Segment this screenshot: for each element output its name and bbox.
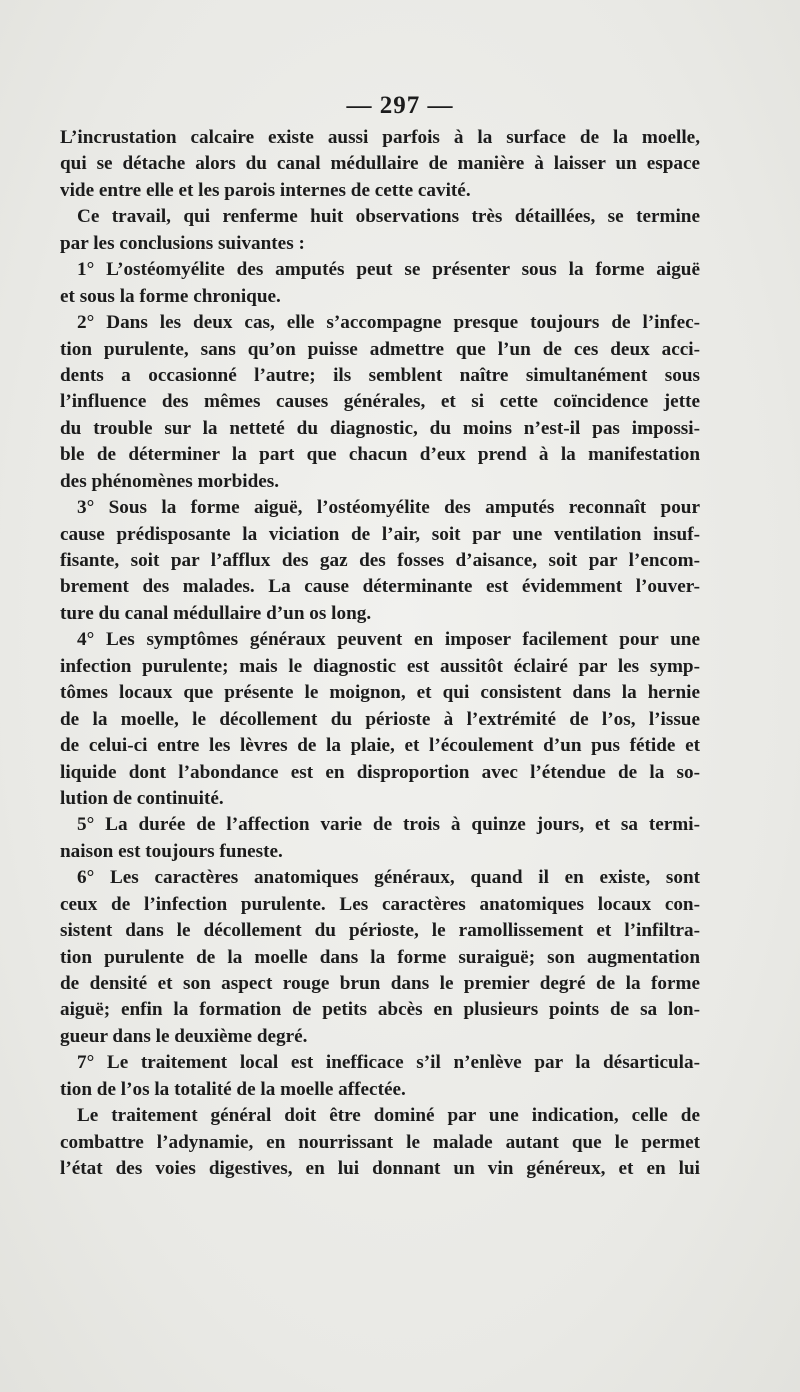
page-number: — 297 — [346,92,454,119]
text-line: ceux de l’infection purulente. Les caractères anatomiques locaux con- [60,893,700,915]
text-line: du trouble sur la netteté du diagnostic, du moins n’est-il pas impossi- [60,417,700,439]
text-line: combattre l’adynamie, en nourrissant le malade autant que le permet [60,1131,700,1153]
text-line: aiguë; enfin la formation de petits abcès en plusieurs points de sa lon- [60,999,700,1021]
text-line: 1° L’ostéomyélite des amputés peut se présenter sous la forme aiguë [77,259,700,281]
text-line: liquide dont l’abondance est en disproportion avec l’étendue de la so- [60,761,700,783]
text-line: dents a occasionné l’autre; ils semblent naître simultanément sous [60,364,700,386]
text-line: fisante, soit par l’afflux des gaz des fosses d’aisance, soit par l’encom- [60,550,700,571]
text-line: et sous la forme chronique. [60,285,281,307]
text-line: sistent dans le décollement du périoste, le ramollissement et l’infiltra- [60,920,700,942]
text-line: 4° Les symptômes généraux peuvent en imposer facilement pour une [77,629,700,651]
text-line: ture du canal médullaire d’un os long. [60,602,372,624]
text-line: 5° La durée de l’affection varie de trois à quinze jours, et sa termi- [77,814,700,836]
text-line: tômes locaux que présente le moignon, et qui consistent dans la hernie [60,682,700,704]
text-line: des phénomènes morbides. [60,470,280,492]
text-line: tion purulente, sans qu’on puisse admettre que l’un de ces deux acci- [60,338,700,360]
text-line: qui se détache alors du canal médullaire de manière à laisser un espace [60,153,700,175]
text-line: infection purulente; mais le diagnostic est aussitôt éclairé par les symp- [60,655,700,677]
text-line: Le traitement général doit être dominé par une indication, celle de [77,1105,700,1127]
text-line: de densité et son aspect rouge brun dans le premier degré de la forme [60,973,700,994]
text-line: naison est toujours funeste. [60,840,283,862]
text-line: l’état des voies digestives, en lui donnant un vin généreux, et en lui [60,1158,700,1180]
text-line: 2° Dans les deux cas, elle s’accompagne presque toujours de l’infec- [77,312,700,334]
text-line: ble de déterminer la part que chacun d’eux prend à la manifestation [60,444,700,466]
text-line: Ce travail, qui renferme huit observations très détaillées, se termine [77,206,700,228]
text-line: cause prédisposante la viciation de l’air, soit par une ventilation insuf- [60,523,700,545]
text-line: par les conclusions suivantes : [60,232,305,254]
body-text [60,125,700,1183]
text-line: L’incrustation calcaire existe aussi parfois à la surface de la moelle, [60,127,700,148]
text-line: 3° Sous la forme aiguë, l’ostéomyélite des amputés reconnaît pour [77,497,700,519]
text-line: gueur dans le deuxième degré. [60,1025,308,1047]
text-line: vide entre elle et les parois internes de cette cavité. [60,179,471,201]
text-line: de la moelle, le décollement du périoste à l’extrémité de l’os, l’issue [60,708,700,730]
text-line: tion de l’os la totalité de la moelle affectée. [60,1078,406,1100]
text-line: 7° Le traitement local est inefficace s’il n’enlève par la désarticula- [77,1052,700,1074]
text-line: 6° Les caractères anatomiques généraux, quand il en existe, sont [77,867,700,889]
text-line: tion purulente de la moelle dans la forme suraiguë; son augmentation [60,946,700,968]
text-line: lution de continuité. [60,787,224,809]
text-line: de celui-ci entre les lèvres de la plaie, et l’écoulement d’un pus fétide et [60,735,700,757]
text-line: brement des malades. La cause déterminante est évidemment l’ouver- [60,576,700,598]
text-line: l’influence des mêmes causes générales, et si cette coïncidence jette [60,391,700,413]
